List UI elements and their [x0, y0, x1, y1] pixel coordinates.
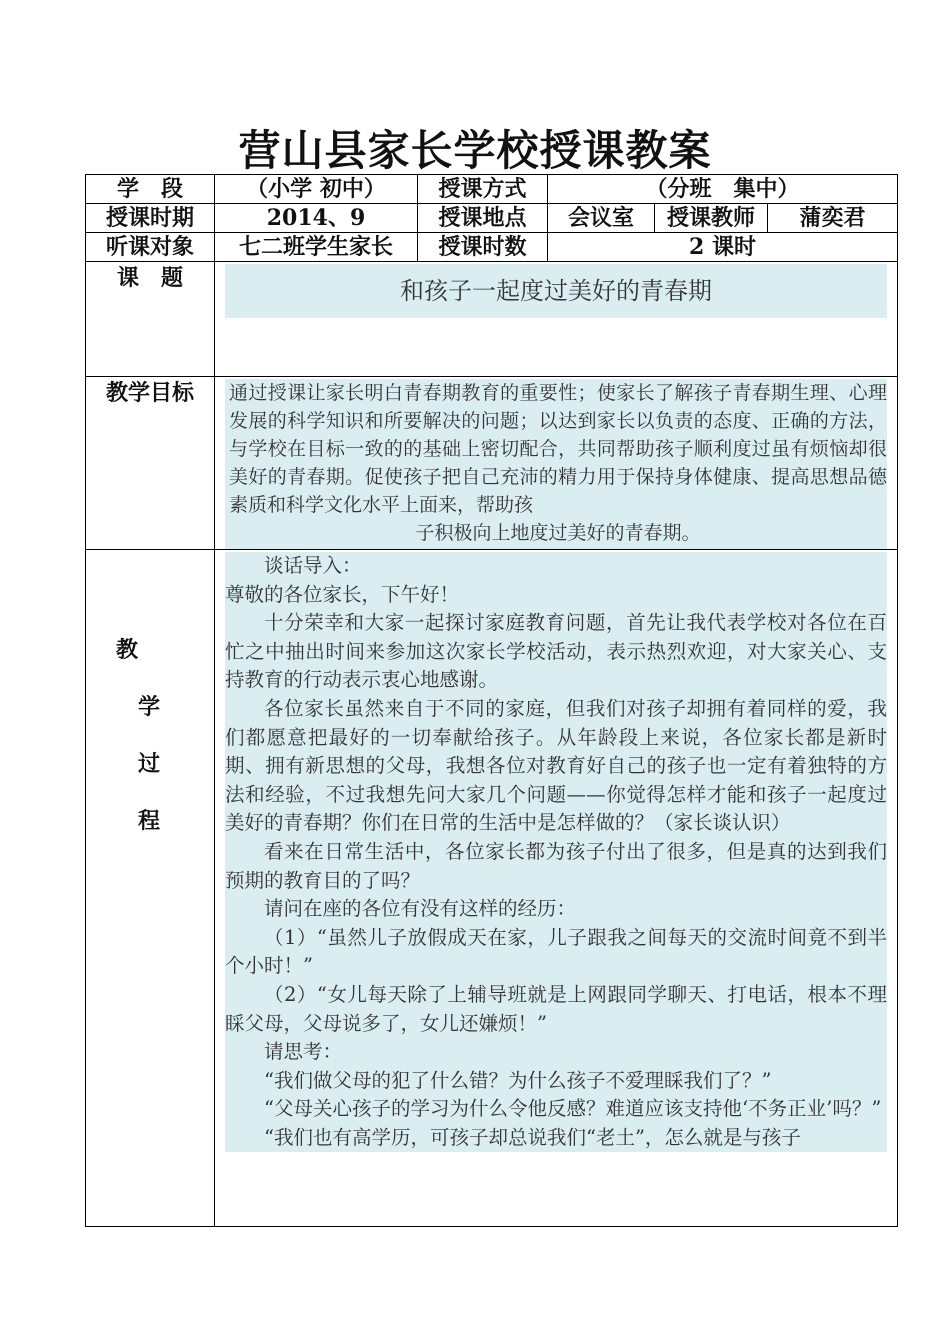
- stage-label: 学 段: [86, 175, 215, 204]
- goal-text: [225, 379, 887, 549]
- row-stage: [86, 175, 898, 204]
- time-value: 2014、9: [215, 204, 418, 233]
- teacher-label: 授课教师: [655, 204, 768, 233]
- process-cell: [215, 550, 898, 1227]
- method-label: 授课方式: [418, 175, 548, 204]
- process-label-char-1: 教: [116, 637, 139, 663]
- process-paragraph: “我们也有高学历，可孩子却总说我们“老土”，怎么就是与孩子: [264, 1125, 801, 1149]
- process-label-char-3: 过: [138, 751, 161, 777]
- stage-value: （小学 初中）: [215, 175, 418, 204]
- process-label: [86, 550, 215, 1227]
- hours-label: 授课时数: [418, 233, 548, 262]
- goal-body: 通过授课让家长明白青春期教育的重要性；使家长了解孩子青春期生理、心理发展的科学知识和所要解决的问题；以达到家长以负责的态度、正确的方法，与学校在目标一致的的基础上密切配合，共同帮助孩子顺利度过虽有烦恼却很美好的青春期。促使孩子把自己充沛的精力用于保持身体健康、提高思想品德素质和科学文化水平上面来，帮助孩: [229, 382, 887, 516]
- row-audience: [86, 233, 898, 262]
- process-label-char-4: 程: [138, 808, 161, 834]
- time-label: 授课时期: [86, 204, 215, 233]
- process-paragraph: 请思考：: [264, 1040, 343, 1064]
- audience-value: 七二班学生家长: [215, 233, 418, 262]
- row-time: [86, 204, 898, 233]
- audience-label: 听课对象: [86, 233, 215, 262]
- row-topic: [86, 262, 898, 377]
- row-goal: [86, 377, 898, 550]
- process-paragraph: （1）“虽然儿子放假成天在家，儿子跟我之间每天的交流时间竟不到半个小时！”: [225, 925, 887, 978]
- lesson-plan-table: [85, 174, 898, 1227]
- process-paragraph: 十分荣幸和大家一起探讨家庭教育问题，首先让我代表学校对各位在百忙之中抽出时间来参加这次家长学校活动，表示热烈欢迎，对大家关心、支持教育的行动表示衷心地感谢。: [225, 611, 887, 692]
- goal-last-line: 子积极向上地度过美好的青春期。: [415, 522, 701, 544]
- process-label-char-2: 学: [138, 694, 161, 720]
- goal-cell: [215, 377, 898, 550]
- process-paragraph: “父母关心孩子的学习为什么令他反感？难道应该支持他‘不务正业’吗？”: [264, 1097, 882, 1121]
- process-text: [225, 552, 887, 1152]
- topic-cell: [215, 262, 898, 377]
- row-process: [86, 550, 898, 1227]
- hours-value: 2 课时: [548, 233, 898, 262]
- process-paragraph: “我们做父母的犯了什么错？为什么孩子不爱理睬我们了？”: [264, 1068, 772, 1092]
- page-title: 营山县家长学校授课教案: [238, 126, 712, 175]
- process-paragraph: 看来在日常生活中，各位家长都为孩子付出了很多，但是真的达到我们预期的教育目的了吗？: [225, 839, 887, 892]
- process-paragraph: 请问在座的各位有没有这样的经历：: [264, 897, 577, 921]
- topic-value: 和孩子一起度过美好的青春期: [225, 264, 887, 318]
- process-paragraph: （2）“女儿每天除了上辅导班就是上网跟同学聊天、打电话，根本不理睬父母，父母说多了，女儿还嫌烦！”: [225, 982, 887, 1035]
- goal-label: 教学目标: [86, 377, 215, 550]
- place-value: 会议室: [548, 204, 655, 233]
- process-paragraph: 各位家长虽然来自于不同的家庭，但我们对孩子却拥有着同样的爱，我们都愿意把最好的一切奉献给孩子。从年龄段上来说，各位家长都是新时期、拥有新思想的父母，我想各位对教育好自己的孩子也一定有着独特的方法和经验，不过我想先问大家几个问题——你觉得怎样才能和孩子一起度过美好的青春期？你们在日常的生活中是怎样做的？（家长谈认识）: [225, 696, 887, 835]
- process-paragraph: 谈话导入：: [264, 554, 362, 577]
- method-value: （分班 集中）: [548, 175, 898, 204]
- process-paragraph: 尊敬的各位家长，下午好！: [225, 582, 460, 606]
- place-label: 授课地点: [418, 204, 548, 233]
- teacher-value: 蒲奕君: [768, 204, 898, 233]
- topic-label: 课 题: [86, 262, 215, 377]
